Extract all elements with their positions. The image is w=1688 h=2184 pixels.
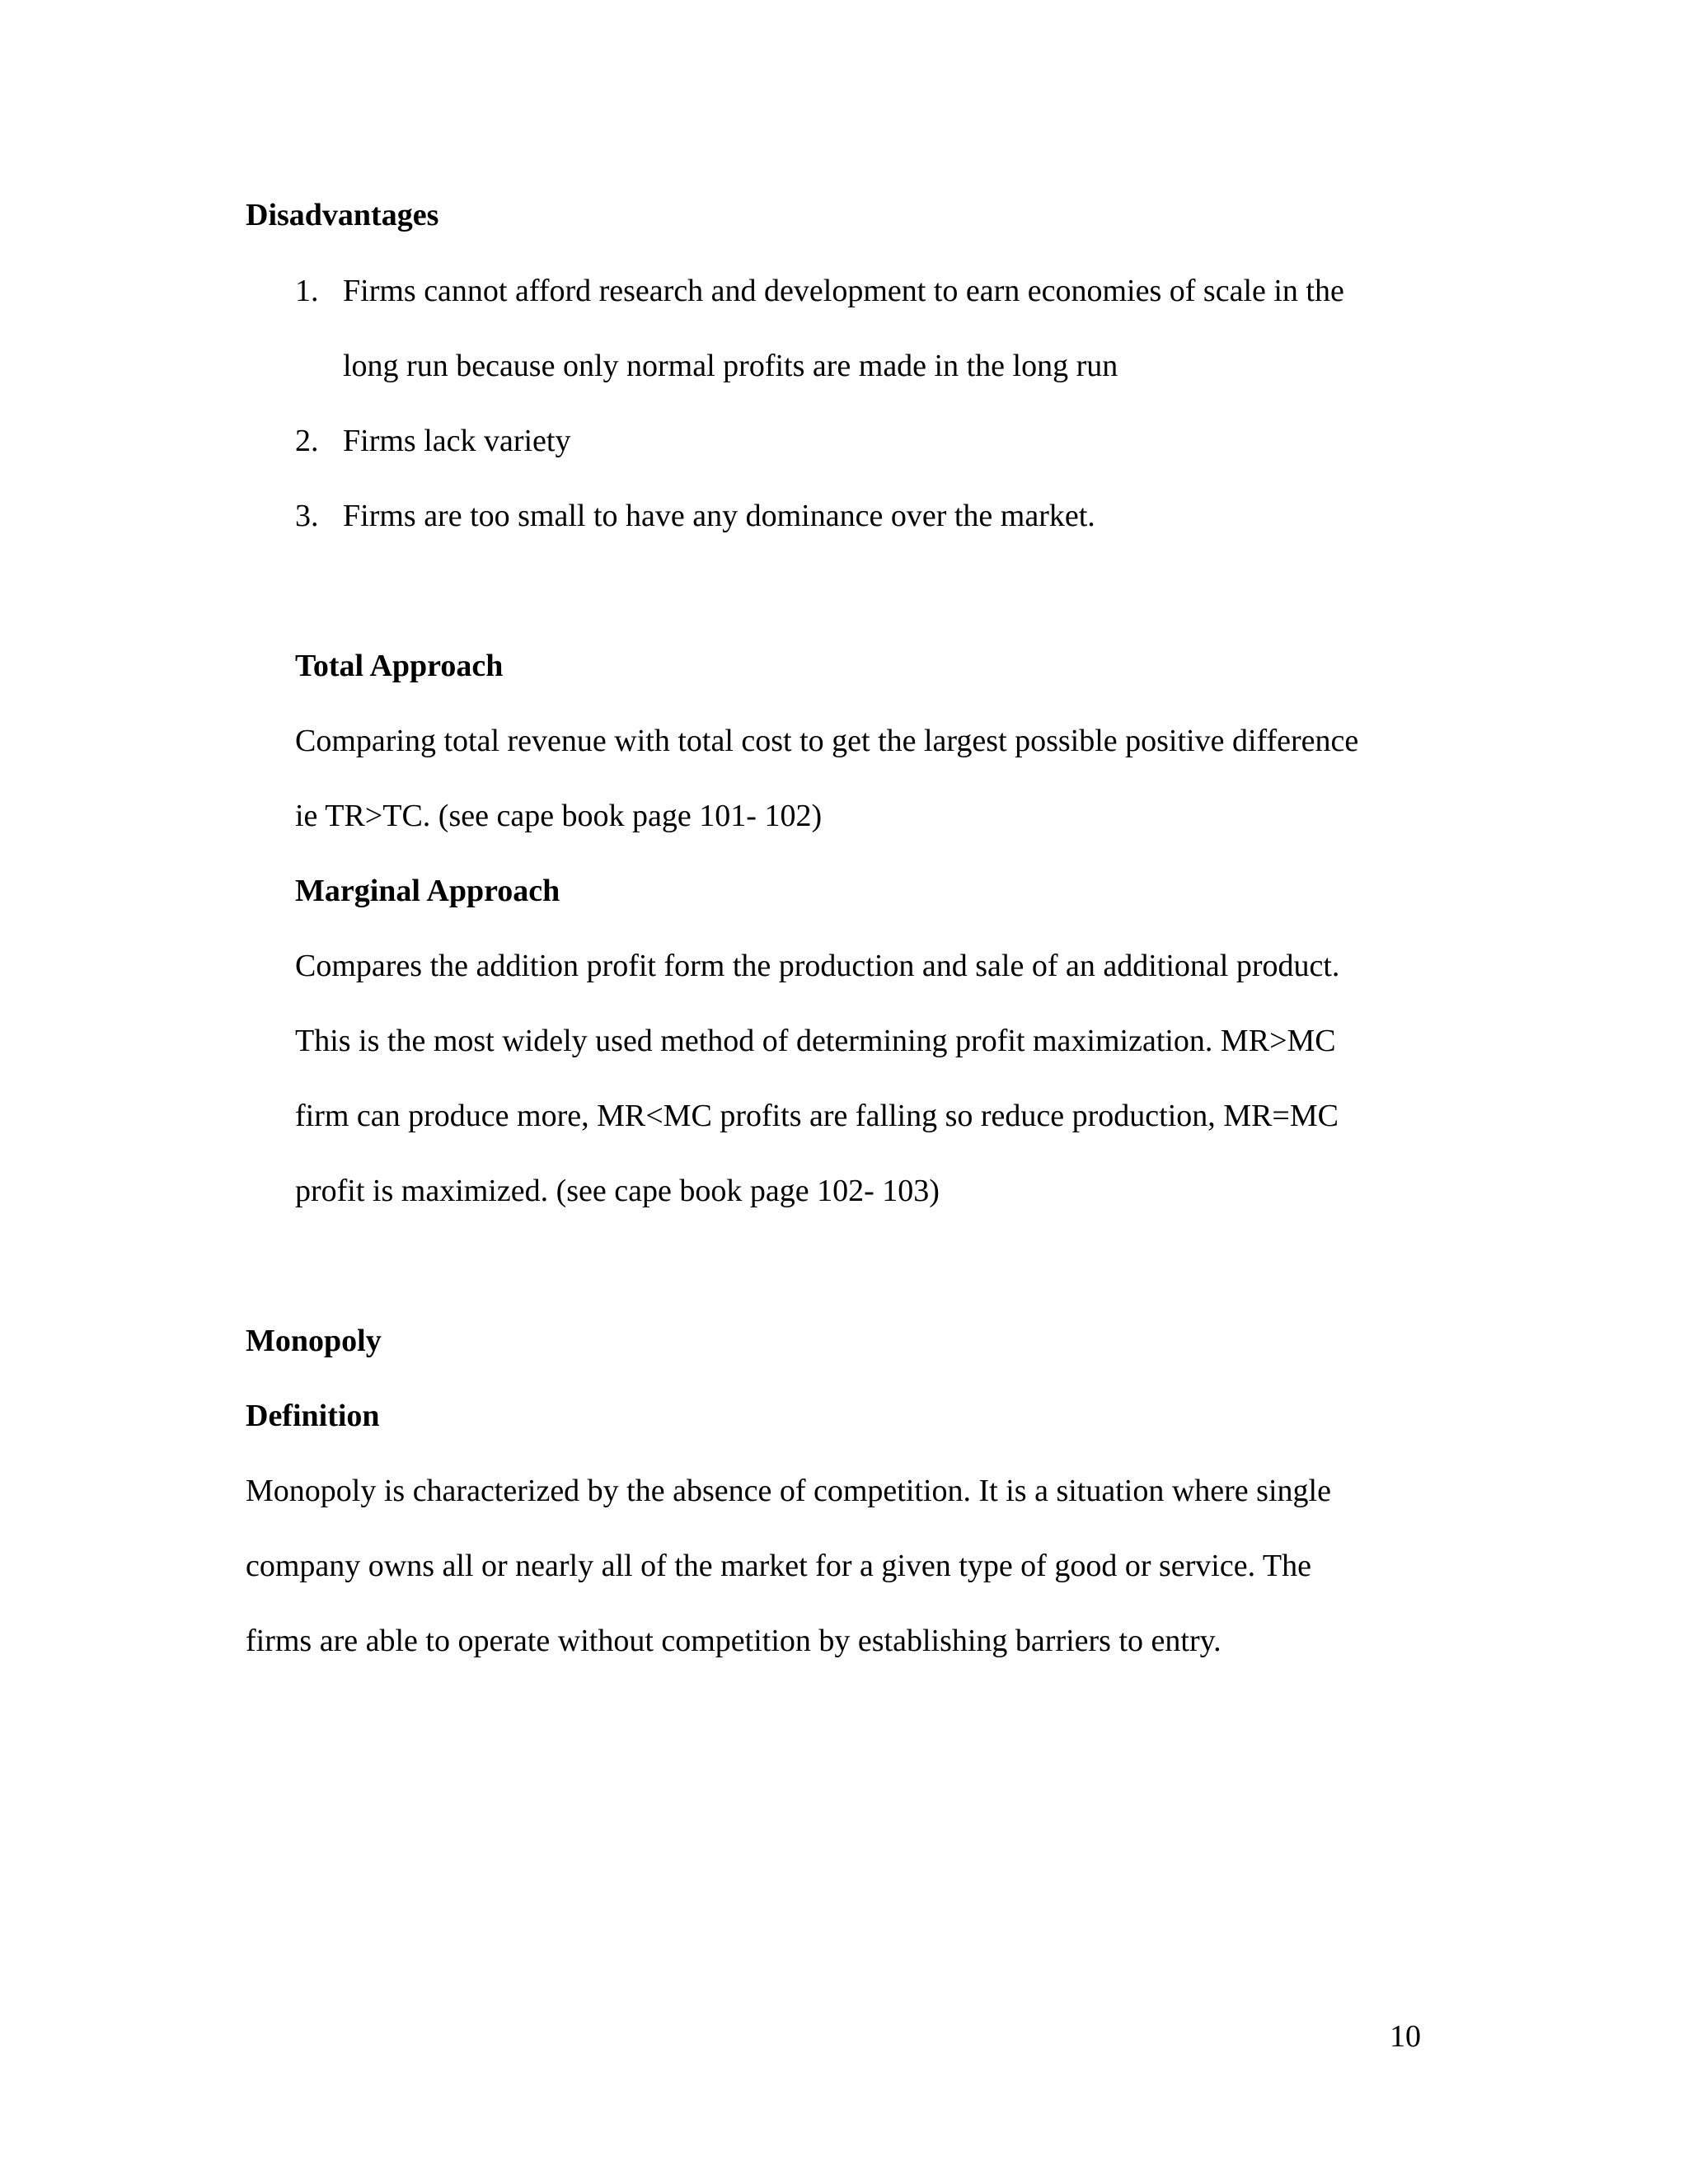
paragraph-line: profit is maximized. (see cape book page 102- 103) [295, 1174, 940, 1208]
list-item-text: Firms are too small to have any dominance over the market. [343, 499, 1095, 533]
monopoly-heading: Monopoly [246, 1324, 382, 1358]
list-item-text: Firms lack variety [343, 424, 571, 458]
paragraph-line: Monopoly is characterized by the absence of competition. It is a situation where single [246, 1474, 1331, 1508]
list-item-text: Firms cannot afford research and development to earn economies of scale in the [343, 274, 1344, 308]
total-approach-heading: Total Approach [295, 649, 504, 683]
list-item-number: 2. [295, 424, 319, 458]
paragraph-line: ie TR>TC. (see cape book page 101- 102) [295, 799, 823, 833]
paragraph-line: firms are able to operate without competition by establishing barriers to entry. [246, 1624, 1221, 1658]
definition-heading: Definition [246, 1399, 380, 1433]
list-item-number: 3. [295, 499, 319, 533]
marginal-approach-heading: Marginal Approach [295, 874, 560, 908]
paragraph-line: company owns all or nearly all of the market for a given type of good or service. The [246, 1549, 1311, 1583]
paragraph-line: Comparing total revenue with total cost to get the largest possible positive difference [295, 724, 1359, 758]
list-item-text: long run because only normal profits are made in the long run [343, 349, 1118, 383]
paragraph-line: Compares the addition profit form the production and sale of an additional product. [295, 949, 1340, 983]
list-item-number: 1. [295, 274, 319, 308]
paragraph-line: firm can produce more, MR<MC profits are falling so reduce production, MR=MC [295, 1099, 1339, 1133]
page-number: 10 [1390, 2019, 1421, 2054]
disadvantages-heading: Disadvantages [246, 198, 439, 232]
paragraph-line: This is the most widely used method of determining profit maximization. MR>MC [295, 1024, 1336, 1058]
